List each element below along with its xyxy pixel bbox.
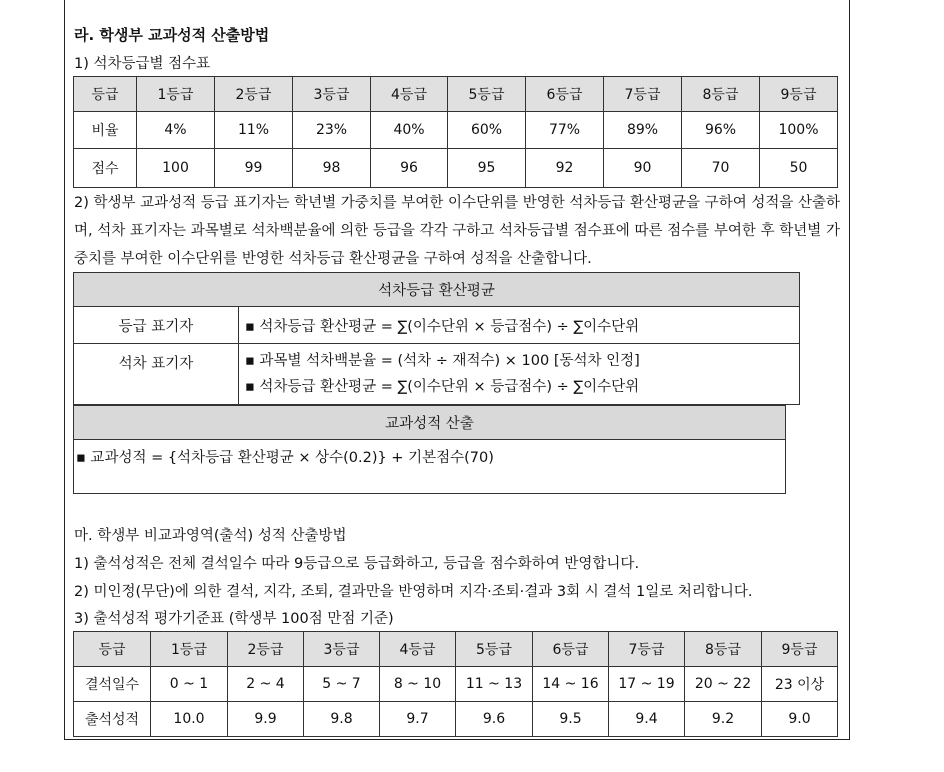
table-row	[74, 307, 800, 344]
table-cell: 5 ~ 7	[304, 667, 380, 702]
table-cell: 1등급	[151, 632, 228, 667]
table-row	[74, 273, 800, 307]
table-cell: 92	[526, 149, 604, 188]
table-cell: 4%	[137, 112, 215, 149]
table-cell: 결석일수	[74, 667, 151, 702]
table-cell: 9.0	[762, 702, 838, 737]
table-row	[74, 406, 786, 440]
table-cell: 90	[604, 149, 682, 188]
table-row	[74, 77, 838, 112]
table-row	[74, 632, 838, 667]
table-cell: 96	[371, 149, 448, 188]
table-cell: 96%	[682, 112, 760, 149]
table-cell: 출석성적	[74, 702, 151, 737]
table-cell: 99	[215, 149, 293, 188]
rank-grade-average-box	[73, 272, 800, 405]
table-cell: 3등급	[293, 77, 371, 112]
table-cell: 11 ~ 13	[456, 667, 533, 702]
table-cell: 10.0	[151, 702, 228, 737]
table-cell: 6등급	[533, 632, 609, 667]
table-cell: 0 ~ 1	[151, 667, 228, 702]
rank-marker-formulas	[239, 344, 800, 405]
table-cell: 89%	[604, 112, 682, 149]
section-ra-title: 라. 학생부 교과성적 산출방법	[74, 26, 270, 44]
table-row	[74, 149, 838, 188]
table-cell: 70	[682, 149, 760, 188]
table-cell: 5등급	[448, 77, 526, 112]
table-cell: 7등급	[604, 77, 682, 112]
table-cell: 6등급	[526, 77, 604, 112]
table-cell: 14 ~ 16	[533, 667, 609, 702]
percentile-formula: ▪ 과목별 석차백분율 = (석차 ÷ 재적수) × 100 [동석차 인정]	[245, 353, 640, 369]
table-cell: 7등급	[609, 632, 685, 667]
table-row	[74, 344, 800, 405]
section-ma-item3: 3) 출석성적 평가기준표 (학생부 100점 만점 기준)	[74, 611, 394, 627]
table-cell: 95	[448, 149, 526, 188]
table-cell: 8등급	[685, 632, 762, 667]
section-ma-title: 마. 학생부 비교과영역(출석) 성적 산출방법	[74, 528, 347, 544]
box-header: 석차등급 환산평균	[74, 273, 800, 307]
table-cell: 11%	[215, 112, 293, 149]
table-cell: 9.9	[228, 702, 304, 737]
table-cell: 4등급	[380, 632, 456, 667]
table-row	[74, 667, 838, 702]
table-cell: 17 ~ 19	[609, 667, 685, 702]
table-cell: 23%	[293, 112, 371, 149]
table-cell: 2 ~ 4	[228, 667, 304, 702]
table-cell: 9.5	[533, 702, 609, 737]
table-cell: 9.2	[685, 702, 762, 737]
table-cell: 50	[760, 149, 838, 188]
section-ma-item2: 2) 미인정(무단)에 의한 결석, 지각, 조퇴, 결과만을 반영하며 지각·조퇴·결과 3회 시 결석 1일로 처리합니다.	[74, 584, 753, 600]
table-cell: 2등급	[215, 77, 293, 112]
table-cell: 77%	[526, 112, 604, 149]
table-cell: 9등급	[760, 77, 838, 112]
table-cell: 8등급	[682, 77, 760, 112]
table-row	[74, 112, 838, 149]
table-cell: 4등급	[371, 77, 448, 112]
table-cell: 23 이상	[762, 667, 838, 702]
table-cell: 60%	[448, 112, 526, 149]
table-cell: 등급	[74, 77, 137, 112]
grade-marker-label: 등급 표기자	[74, 307, 239, 344]
attendance-table	[73, 631, 838, 737]
table-cell: 8 ~ 10	[380, 667, 456, 702]
table-cell: 9.4	[609, 702, 685, 737]
table-cell: 9.6	[456, 702, 533, 737]
table-cell: 98	[293, 149, 371, 188]
grade-score-table	[73, 76, 838, 188]
average-formula: ▪ 석차등급 환산평균 = ∑(이수단위 × 등급점수) ÷ ∑이수단위	[245, 379, 640, 395]
table-cell: 20 ~ 22	[685, 667, 762, 702]
table-cell: 40%	[371, 112, 448, 149]
grade-marker-formula: ▪ 석차등급 환산평균 = ∑(이수단위 × 등급점수) ÷ ∑이수단위	[239, 307, 800, 344]
table-cell: 비율	[74, 112, 137, 149]
table-row	[74, 702, 838, 737]
rank-marker-label: 석차 표기자	[74, 344, 239, 405]
table-cell: 3등급	[304, 632, 380, 667]
table-cell: 9.7	[380, 702, 456, 737]
table-cell: 1등급	[137, 77, 215, 112]
table-cell: 등급	[74, 632, 151, 667]
table-row	[74, 440, 786, 494]
table-cell: 2등급	[228, 632, 304, 667]
section-ra-sub1: 1) 석차등급별 점수표	[74, 56, 211, 72]
box-header: 교과성적 산출	[74, 406, 786, 440]
section-ma-item1: 1) 출석성적은 전체 결석일수 따라 9등급으로 등급화하고, 등급을 점수화하여 반영합니다.	[74, 556, 640, 572]
subject-score-box	[73, 405, 786, 494]
table-cell: 100%	[760, 112, 838, 149]
table-cell: 5등급	[456, 632, 533, 667]
subject-score-formula: ▪ 교과성적 = {석차등급 환산평균 × 상수(0.2)} + 기본점수(70)	[74, 440, 786, 494]
section-ra-para2: 2) 학생부 교과성적 등급 표기자는 학년별 가중치를 부여한 이수단위를 반영한 석차등급 환산평균을 구하여 성적을 산출하며, 석차 표기자는 과목별로 석차백분율에 의한 등급을 각각 구하고 석차등급별 점수표에 따른 점수를 부여한 후 학년별 가중치를 부여한 이수단위를 반영한 석차등급 환산평균을 구하여 성적을 산출합니다.	[74, 195, 840, 267]
table-cell: 점수	[74, 149, 137, 188]
table-cell: 9.8	[304, 702, 380, 737]
table-cell: 9등급	[762, 632, 838, 667]
table-cell: 100	[137, 149, 215, 188]
